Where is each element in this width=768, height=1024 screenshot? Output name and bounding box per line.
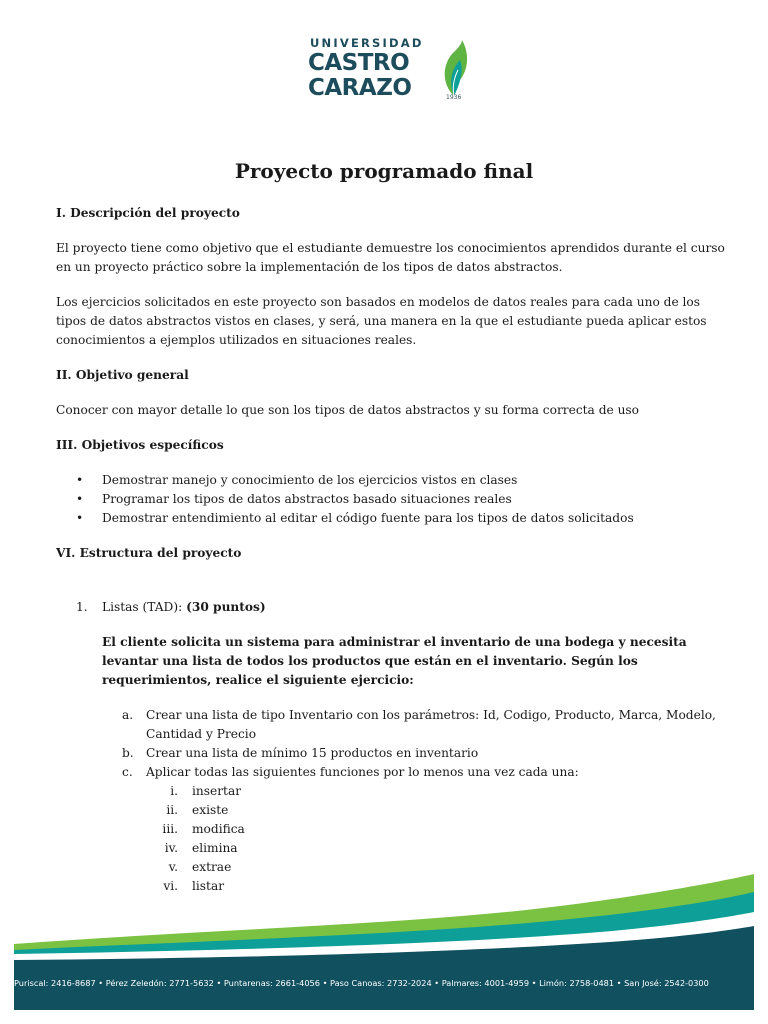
list-item-text: extrae	[192, 860, 232, 874]
list-marker: i.	[170, 784, 178, 798]
list-item	[56, 706, 726, 744]
section-heading: II. Objetivo general	[56, 368, 189, 382]
item-number: 1.	[76, 600, 88, 614]
list-item-text: modifica	[192, 822, 245, 836]
list-item	[56, 839, 726, 858]
list-item	[56, 744, 726, 763]
list-item-text: Aplicar todas las siguientes funciones por lo menos una vez cada una:	[146, 765, 579, 779]
list-item	[56, 782, 726, 801]
bullet-list	[56, 471, 726, 528]
list-marker: b.	[122, 746, 134, 760]
list-marker: c.	[122, 765, 133, 779]
item-points: (30 puntos)	[186, 600, 266, 614]
list-item-text: insertar	[192, 784, 242, 798]
footer-wave-banner	[0, 860, 768, 1024]
section-heading: VI. Estructura del proyecto	[56, 546, 242, 560]
list-item: • Demostrar manejo y conocimiento de los ejercicios vistos en clases	[56, 471, 726, 490]
item-description: El cliente solicita un sistema para administrar el inventario de una bodega y necesita levantar una lista de todos los productos que están en el inventario. Según los requerimientos, realice el siguiente ejercicio:	[102, 635, 687, 687]
logo-year: 1936	[446, 94, 462, 101]
section-heading: I. Descripción del proyecto	[56, 206, 240, 220]
list-item: • Programar los tipos de datos abstractos basado situaciones reales	[56, 490, 726, 509]
university-logo	[306, 36, 476, 106]
paragraph: Conocer con mayor detalle lo que son los tipos de datos abstractos y su forma correcta de uso	[56, 403, 640, 417]
document-body	[56, 204, 726, 896]
section-heading: III. Objetivos específicos	[56, 438, 224, 452]
logo-line-castro: CASTRO	[308, 50, 410, 76]
numbered-item	[56, 598, 726, 617]
list-item	[56, 763, 726, 782]
logo-line-universidad: UNIVERSIDAD	[310, 36, 424, 50]
paragraph: Los ejercicios solicitados en este proyecto son basados en modelos de datos reales para cada uno de los tipos de datos abstractos vistos en clases, y será, una manera en la que el estudiante pueda aplicar estos conocimientos a ejemplos utilizados en situaciones reales.	[56, 295, 707, 347]
list-item	[56, 801, 726, 820]
list-item-text: elimina	[192, 841, 238, 855]
item-label: Listas (TAD):	[102, 600, 183, 614]
list-marker: v.	[168, 860, 178, 874]
list-marker: iv.	[164, 841, 178, 855]
paragraph: El proyecto tiene como objetivo que el estudiante demuestre los conocimientos aprendidos durante el curso en un proyecto práctico sobre la implementación de los tipos de datos abstractos.	[56, 241, 725, 274]
page-title: Proyecto programado final	[234, 159, 534, 183]
list-item-text: Crear una lista de mínimo 15 productos en inventario	[146, 746, 479, 760]
list-marker: vi.	[163, 879, 178, 893]
list-marker: a.	[122, 708, 134, 722]
list-item-text: Crear una lista de tipo Inventario con los parámetros: Id, Codigo, Producto, Marca, Modelo, Cantidad y Precio	[146, 708, 716, 741]
leaf-icon	[440, 40, 472, 98]
list-marker: ii.	[166, 803, 178, 817]
footer-contacts: Puriscal: 2416-8687 • Pérez Zeledón: 2771-5632 • Puntarenas: 2661-4056 • Paso Canoas: 2732-2024 • Palmares: 4001-4959 • Limón: 2758-0481 • San José: 2542-0300	[14, 978, 709, 988]
alpha-list	[56, 706, 726, 782]
list-item-text: listar	[192, 879, 225, 893]
list-item-text: existe	[192, 803, 229, 817]
list-item	[56, 820, 726, 839]
list-item: • Demostrar entendimiento al editar el código fuente para los tipos de datos solicitados	[56, 509, 726, 528]
logo-line-carazo: CARAZO	[308, 75, 412, 101]
list-marker: iii.	[162, 822, 178, 836]
